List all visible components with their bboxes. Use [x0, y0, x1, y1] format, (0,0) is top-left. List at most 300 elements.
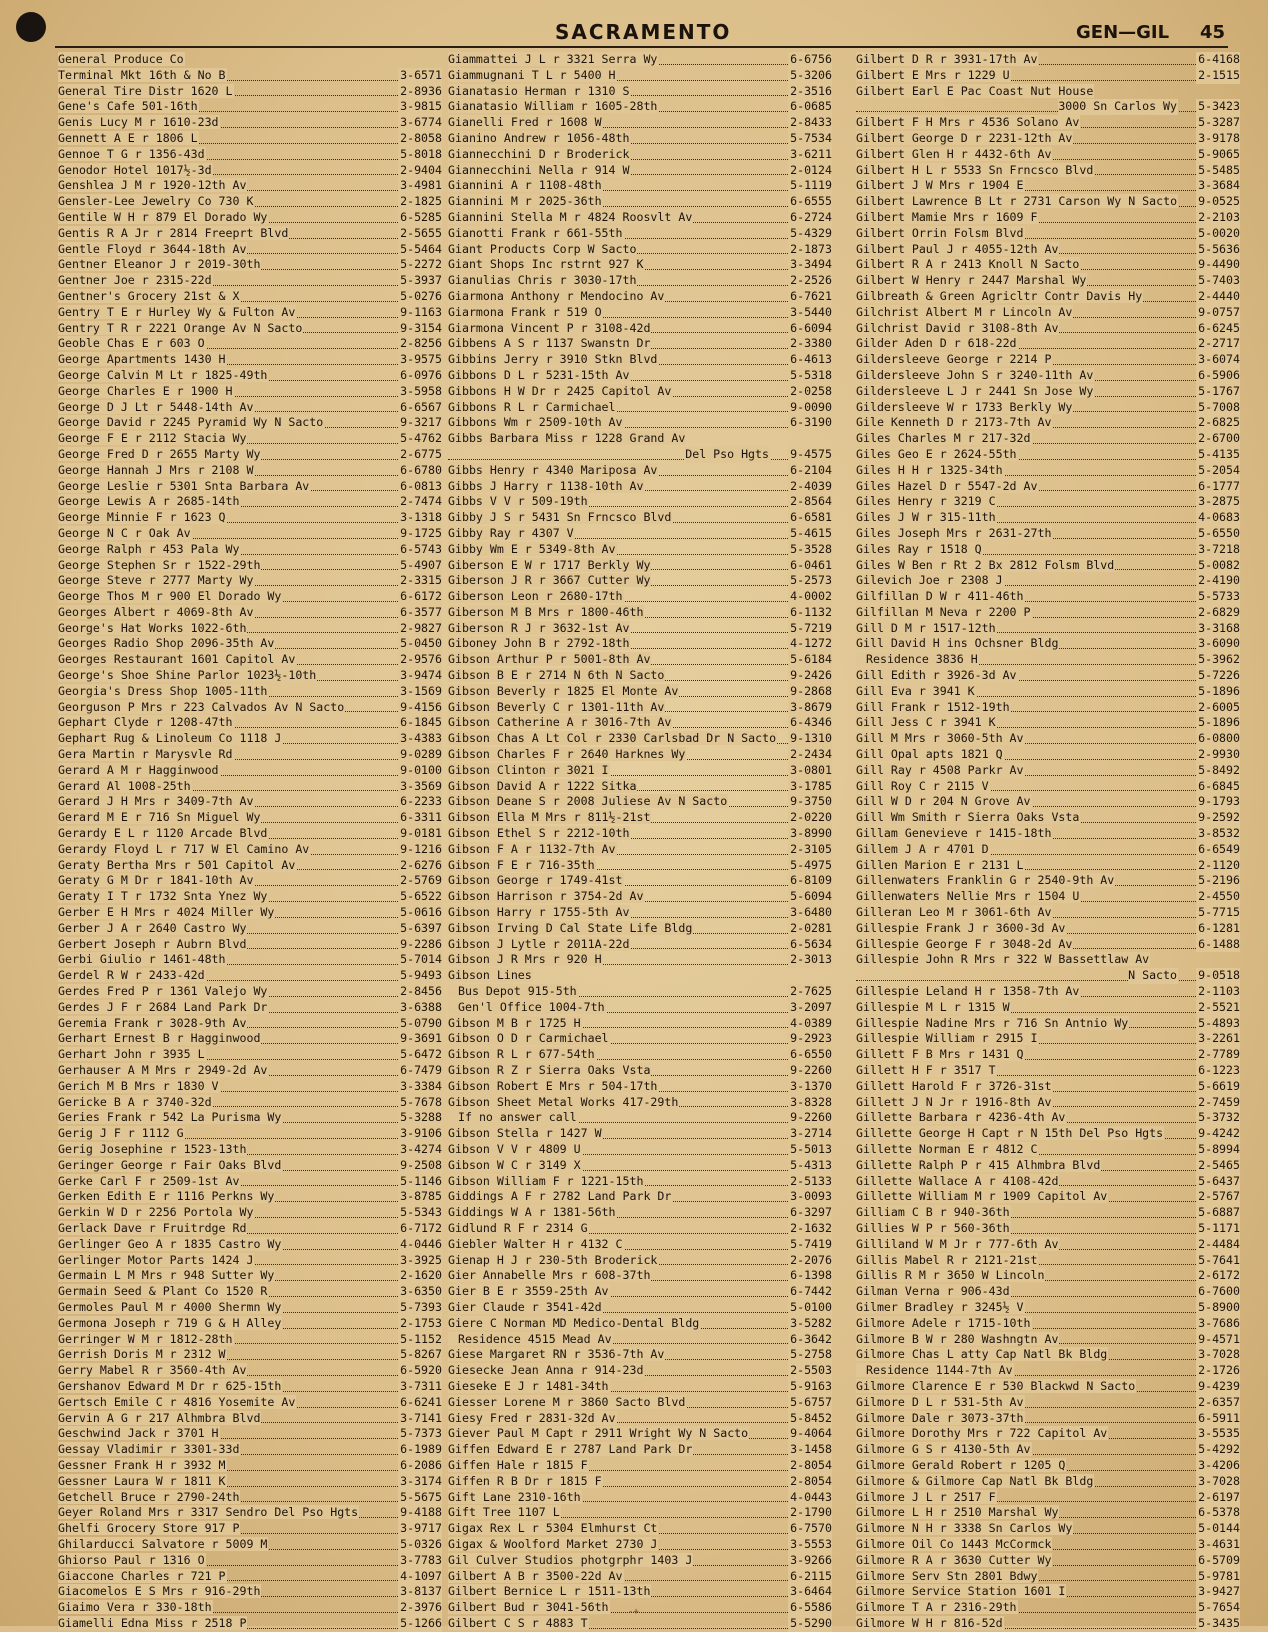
listing-name: Gibson J Lytle r 2011A-22d: [448, 936, 630, 951]
listing-entry: [58, 558, 442, 574]
listing-name: Gericke B A r 3740-32d: [58, 1094, 212, 1109]
phone-number: 5-9781: [1198, 1568, 1240, 1583]
listing-name: Gilbert Orrin Folsm Blvd: [856, 225, 1024, 240]
listing-name: Gerken Edith E r 1116 Perkns Wy: [58, 1189, 275, 1204]
phone-number: 5-3206: [790, 67, 832, 82]
phone-number: 9-4156: [400, 699, 442, 714]
phone-number: 9-3217: [400, 415, 442, 430]
listing-entry: [856, 1490, 1240, 1506]
listing-entry: [448, 321, 832, 337]
listing-entry: [856, 1158, 1240, 1174]
listing-entry: [448, 652, 832, 668]
listing-entry: [58, 984, 442, 1000]
dot-leader: [856, 111, 1240, 112]
listing-entry: [448, 1189, 832, 1205]
phone-number: 3-3569: [400, 778, 442, 793]
listing-entry: [58, 1110, 442, 1126]
listing-entry: [448, 305, 832, 321]
listing-name: Gill M Mrs r 3060-5th Av: [856, 731, 1024, 746]
listing-entry: [856, 779, 1240, 795]
listing-entry: [856, 52, 1240, 68]
listing-entry: [856, 115, 1240, 131]
phone-number: 5-3423: [1198, 99, 1240, 114]
listing-name: Gilbert W Henry r 2447 Marshal Wy: [856, 273, 1087, 288]
phone-number: 2-1515: [1198, 67, 1240, 82]
listing-name: Giberson R J r 3632-1st Av: [448, 620, 630, 635]
phone-number: 9-0100: [400, 762, 442, 777]
listing-name: Giere C Norman MD Medico-Dental Bldg: [448, 1315, 700, 1330]
listing-name: Gilbreath & Green Agricltr Contr Davis Hy: [856, 288, 1143, 303]
listing-entry: [856, 321, 1240, 337]
listing-entry: [448, 210, 832, 226]
phone-number: 6-8109: [790, 873, 832, 888]
phone-number: 2-9827: [400, 620, 442, 635]
listing-entry: [448, 163, 832, 179]
phone-number: 5-1152: [400, 1331, 442, 1346]
listing-entry: [448, 1237, 832, 1253]
listing-entry: [448, 1411, 832, 1427]
listing-name: Gibson Lines: [448, 968, 532, 983]
listing-name: Geringer George r Fair Oaks Blvd: [58, 1157, 282, 1172]
phone-number: 5-0082: [1198, 557, 1240, 572]
phone-number: 9-3691: [400, 1031, 442, 1046]
listing-name: Gibson Sheet Metal Works 417-29th: [448, 1094, 679, 1109]
listing-entry: [448, 1316, 832, 1332]
phone-number: 2-5655: [400, 225, 442, 240]
listing-entry: [58, 1537, 442, 1553]
listing-entry: [58, 1126, 442, 1142]
listing-name: Giannecchini D r Broderick: [448, 146, 630, 161]
listing-name: Giffen Hale r 1815 F: [448, 1457, 588, 1472]
listing-name: 3000 Sn Carlos Wy: [1058, 99, 1177, 114]
listing-name: Gibbons H W Dr r 2425 Capitol Av: [448, 383, 672, 398]
listing-name: Gervin A G r 217 Alhmbra Blvd: [58, 1410, 261, 1425]
phone-number: 9-1793: [1198, 794, 1240, 809]
listing-entry: [58, 273, 442, 289]
listing-name: Gerhart Ernest B r Hagginwood: [58, 1031, 261, 1046]
listing-entry: [58, 242, 442, 258]
listing-entry: [448, 1300, 832, 1316]
phone-number: 9-4571: [1198, 1331, 1240, 1346]
listing-name: Giammugnani T L r 5400 H: [448, 67, 616, 82]
listing-name: Gianatasio Herman r 1310 S: [448, 83, 630, 98]
phone-number: 6-0685: [790, 99, 832, 114]
phone-number: 9-4575: [790, 446, 832, 461]
phone-number: 9-0181: [400, 826, 442, 841]
phone-number: 5-2758: [790, 1347, 832, 1362]
listing-entry: [856, 636, 1240, 652]
listing-entry: [448, 1221, 832, 1237]
phone-number: 2-6700: [1198, 431, 1240, 446]
listing-name: Gerlack Dave r Fruitrdge Rd: [58, 1220, 247, 1235]
listing-entry: [58, 1616, 442, 1632]
listing-name: If no answer call: [448, 1110, 578, 1124]
phone-number: 6-6567: [400, 399, 442, 414]
listing-name: Gerber E H Mrs r 4024 Miller Wy: [58, 905, 275, 920]
listing-entry: [58, 668, 442, 684]
listing-name: Giebler Walter H r 4132 C: [448, 1236, 623, 1251]
phone-number: 5-7226: [1198, 668, 1240, 683]
phone-number: 5-4762: [400, 431, 442, 446]
listing-entry: [448, 226, 832, 242]
listing-name: Gertsch Emile C r 4816 Yosemite Av: [58, 1394, 296, 1409]
phone-number: 9-0090: [790, 399, 832, 414]
phone-number: 2-0124: [790, 162, 832, 177]
listing-entry: [448, 510, 832, 526]
listing-name: Gibson R Z r Sierra Oaks Vsta: [448, 1063, 651, 1077]
listing-entry: [856, 479, 1240, 495]
phone-number: 6-6245: [1198, 320, 1240, 335]
listing-entry: [856, 257, 1240, 273]
listing-name: Gillespie George F r 3048-2d Av: [856, 936, 1073, 951]
listing-name: Gerringer W M r 1812-28th: [58, 1331, 233, 1346]
listing-name: Giammattei J L r 3321 Serra Wy: [448, 52, 658, 66]
listing-name: Gerdes Fred P r 1361 Valejo Wy: [58, 984, 268, 999]
listing-entry: [856, 968, 1240, 984]
listing-name: Gibby Ray r 4307 V: [448, 525, 574, 540]
phone-number: 6-5586: [790, 1600, 832, 1615]
phone-number: 2-4039: [790, 478, 832, 493]
phone-number: 9-2260: [790, 1110, 832, 1125]
listing-entry: [58, 447, 442, 463]
phone-number: 5-6397: [400, 920, 442, 935]
phone-number: 2-1825: [400, 194, 442, 209]
phone-number: 2-3315: [400, 573, 442, 588]
phone-number: 3-7141: [400, 1410, 442, 1425]
listing-name: Giddings W A r 1381-56th: [448, 1205, 616, 1220]
listing-entry: [58, 1584, 442, 1600]
listing-name: Gerardy E L r 1120 Arcade Blvd: [58, 826, 268, 841]
listing-entry: [856, 1395, 1240, 1411]
listing-name: Gilbert Paul J r 4055-12th Av: [856, 241, 1059, 256]
listing-name: Gibson Arthur P r 5001-8th Av: [448, 652, 651, 667]
phone-number: 2-6197: [1198, 1489, 1240, 1504]
listing-name: Giberson Leon r 2680-17th: [448, 589, 623, 604]
phone-number: 3-3684: [1198, 178, 1240, 193]
phone-number: 5-4135: [1198, 446, 1240, 461]
phone-number: 5-6757: [790, 1394, 832, 1409]
listing-entry: [856, 1110, 1240, 1126]
phone-number: 2-1120: [1198, 857, 1240, 872]
listing-name: Gilmore Oil Co 1443 McCormck: [856, 1536, 1052, 1551]
phone-number: 6-3297: [790, 1205, 832, 1220]
listing-entry: [448, 147, 832, 163]
phone-number: 5-6522: [400, 889, 442, 904]
listing-entry: [856, 1584, 1240, 1600]
phone-number: 5-2272: [400, 257, 442, 272]
listing-heading: [58, 52, 442, 68]
listing-name: Geries Frank r 542 La Purisma Wy: [58, 1110, 282, 1125]
listing-entry: [856, 1347, 1240, 1363]
listing-name: Genis Lucy M r 1610-23d: [58, 115, 219, 130]
phone-number: 9-0757: [1198, 304, 1240, 319]
listing-entry: [448, 99, 832, 115]
phone-number: 6-1281: [1198, 920, 1240, 935]
listing-entry: [856, 731, 1240, 747]
listing-name: Gerig J F r 1112 G: [58, 1126, 184, 1141]
phone-number: 4-0443: [790, 1489, 832, 1504]
phone-number: 3-8990: [790, 826, 832, 841]
listing-entry: [58, 321, 442, 337]
listing-name: Gephart Rug & Linoleum Co 1118 J: [58, 731, 282, 746]
phone-number: 5-6094: [790, 889, 832, 904]
phone-number: 5-8994: [1198, 1141, 1240, 1156]
phone-number: 5-7008: [1198, 399, 1240, 414]
phone-number: 5-9493: [400, 968, 442, 983]
listing-entry: [58, 573, 442, 589]
listing-name: Gillis Mabel R r 2121-21st: [856, 1252, 1038, 1267]
phone-number: 5-7219: [790, 620, 832, 635]
listing-entry: [856, 526, 1240, 542]
listing-entry: [58, 858, 442, 874]
listing-name: Genshlea J M r 1920-12th Av: [58, 178, 247, 193]
listing-name: Gera Martin r Marysvle Rd: [58, 747, 233, 762]
listing-entry: [856, 889, 1240, 905]
phone-number: 2-7459: [1198, 1094, 1240, 1109]
listing-entry: [856, 558, 1240, 574]
listing-entry: [448, 1490, 832, 1506]
listing-entry: [856, 1031, 1240, 1047]
phone-number: 3-2261: [1198, 1031, 1240, 1046]
listing-name: Gillespie Nadine Mrs r 716 Sn Antnio Wy: [856, 1015, 1129, 1030]
listing-name: Gibson Deane S r 2008 Juliese Av N Sacto: [448, 794, 728, 809]
listing-name: Giannecchini Nella r 914 W: [448, 162, 630, 177]
phone-number: 6-1777: [1198, 478, 1240, 493]
phone-number: 9-3154: [400, 320, 442, 335]
phone-number: 3-6480: [790, 905, 832, 920]
phone-number: 2-4550: [1198, 889, 1240, 904]
column-3: [856, 52, 1240, 1632]
listing-entry: [58, 842, 442, 858]
listing-entry: [856, 873, 1240, 889]
listing-name: Gerard Al 1008-25th: [58, 778, 191, 793]
listing-entry: [58, 652, 442, 668]
phone-number: 6-3311: [400, 810, 442, 825]
listing-entry: [58, 1237, 442, 1253]
phone-number: 5-4615: [790, 525, 832, 540]
listing-name: Gillespie William r 2915 I: [856, 1031, 1038, 1046]
listing-entry: [856, 1332, 1240, 1348]
listing-name: Gilbert Bud r 3041-56th: [448, 1600, 609, 1615]
listing-name: Georges Restaurant 1601 Capitol Av: [58, 652, 296, 667]
listing-name: Gillette Wallace A r 4108-42d: [856, 1173, 1059, 1188]
listing-entry: [58, 1189, 442, 1205]
phone-number: 5-2196: [1198, 873, 1240, 888]
phone-number: 3-6464: [790, 1584, 832, 1599]
listing-entry: [448, 1347, 832, 1363]
phone-number: 6-5920: [400, 1363, 442, 1378]
listing-name: Gilmore Dale r 3073-37th: [856, 1410, 1024, 1425]
listing-entry: [58, 400, 442, 416]
phone-number: 5-0144: [1198, 1521, 1240, 1536]
listing-entry: [58, 921, 442, 937]
listing-entry: [856, 1442, 1240, 1458]
listing-name: Gilmore J L r 2517 F: [856, 1489, 996, 1504]
phone-number: 5-0276: [400, 288, 442, 303]
listing-entry: [448, 573, 832, 589]
phone-number: 9-4239: [1198, 1378, 1240, 1393]
listing-name: Gianatasio William r 1605-28th: [448, 99, 658, 114]
listing-entry: [856, 542, 1240, 558]
phone-number: 3-7686: [1198, 1315, 1240, 1330]
phone-number: 3-8328: [790, 1094, 832, 1109]
listing-name: Bus Depot 915-5th: [448, 984, 578, 998]
listing-name: Gilbert George D r 2231-12th Av: [856, 130, 1073, 145]
listing-name: Gilmore G S r 4130-5th Av: [856, 1442, 1031, 1457]
phone-number: 3-9474: [400, 668, 442, 683]
listing-entry: [58, 1332, 442, 1348]
listing-name: Gift Lane 2310-16th: [448, 1489, 581, 1504]
listing-name: Gerber J A r 2640 Castro Wy: [58, 920, 247, 935]
phone-number: 5-3937: [400, 273, 442, 288]
phone-number: 3-7028: [1198, 1473, 1240, 1488]
phone-number: 5-0616: [400, 905, 442, 920]
listing-entry: [448, 937, 832, 953]
listing-entry: [448, 1142, 832, 1158]
listing-entry: [58, 1363, 442, 1379]
phone-number: 6-4346: [790, 715, 832, 730]
phone-number: 5-7715: [1198, 905, 1240, 920]
phone-number: 3-7311: [400, 1378, 442, 1393]
listing-name: Gibson Clinton r 3021 I: [448, 762, 609, 777]
listing-name: Gill David H ins Ochsner Bldg: [856, 636, 1059, 651]
listing-entry: [58, 1316, 442, 1332]
listing-entry: [448, 131, 832, 147]
listing-entry: [448, 368, 832, 384]
listing-entry: [448, 715, 832, 731]
listing-name: Gensler-Lee Jewelry Co 730 K: [58, 194, 254, 209]
phone-number: 9-0525: [1198, 194, 1240, 209]
listing-name: Gerhart John r 3935 L: [58, 1047, 205, 1062]
listing-entry: [58, 1411, 442, 1427]
listing-entry: [58, 1553, 442, 1569]
listing-entry: [58, 510, 442, 526]
listing-name: Gentner Eleanor J r 2019-30th: [58, 257, 261, 272]
listing-entry: [856, 400, 1240, 416]
listing-name: Gibson Ella M Mrs r 811½-21st: [448, 810, 651, 825]
phone-number: 9-3750: [790, 794, 832, 809]
phone-number: 3-4206: [1198, 1457, 1240, 1472]
listing-entry: [448, 858, 832, 874]
listing-entry: [856, 1616, 1240, 1632]
listing-entry: [856, 226, 1240, 242]
listing-name: Giberson M B Mrs r 1800-46th: [448, 604, 644, 619]
phone-number: 4-1272: [790, 636, 832, 651]
listing-name: Giamelli Edna Miss r 2518 P: [58, 1615, 247, 1630]
listing-entry: [856, 810, 1240, 826]
listing-name: Gilmer Bradley r 3245½ V: [856, 1299, 1024, 1314]
phone-number: 2-5769: [400, 873, 442, 888]
listing-name: Gillespie John R Mrs r 322 W Bassettlaw Av: [856, 952, 1150, 967]
phone-number: 2-1726: [1198, 1363, 1240, 1378]
listing-name: Gerdel R W r 2433-42d: [58, 968, 205, 983]
listing-entry: [856, 1095, 1240, 1111]
listing-entry: [448, 984, 832, 1000]
listing-entry: [856, 1458, 1240, 1474]
listing-entry: [856, 384, 1240, 400]
listing-name: Gerardy Floyd L r 717 W El Camino Av: [58, 841, 310, 856]
phone-number: 5-5636: [1198, 241, 1240, 256]
listing-entry: [58, 1047, 442, 1063]
listing-name: Gildersleeve W r 1733 Berkly Wy: [856, 399, 1073, 414]
listing-heading: [856, 952, 1240, 968]
header-rule: [55, 46, 1228, 48]
listing-entry: [856, 1063, 1240, 1079]
listing-name: Gerkin W D r 2256 Portola Wy: [58, 1205, 254, 1220]
phone-number: 3-0801: [790, 762, 832, 777]
phone-number: 5-4907: [400, 557, 442, 572]
listing-entry: [58, 1284, 442, 1300]
listing-name: Gillett J N Jr r 1916-8th Av: [856, 1094, 1052, 1109]
phone-number: 2-6005: [1198, 699, 1240, 714]
phone-number: 9-2260: [790, 1063, 832, 1077]
listing-entry: [448, 1174, 832, 1190]
phone-number: 3-9717: [400, 1521, 442, 1536]
listing-entry: [448, 352, 832, 368]
listing-name: Gibson Beverly r 1825 El Monte Av: [448, 683, 679, 698]
phone-number: 3-9815: [400, 99, 442, 114]
phone-number: 5-7419: [790, 1236, 832, 1251]
phone-number: 3-4631: [1198, 1536, 1240, 1551]
listing-name: Gianotti Frank r 661-55th: [448, 225, 623, 240]
listing-entry: [58, 352, 442, 368]
phone-number: 3-7783: [400, 1552, 442, 1567]
listing-name: Gigax Rex L r 5304 Elmhurst Ct: [448, 1521, 658, 1536]
listing-name: George Thos M r 900 El Dorado Wy: [58, 589, 282, 604]
phone-number: 9-0289: [400, 747, 442, 762]
listing-name: Gessner Laura W r 1811 K: [58, 1473, 226, 1488]
phone-number: 5-3435: [1198, 1615, 1240, 1630]
listing-name: Gibson Irving D Cal State Life Bldg: [448, 920, 693, 935]
phone-number: 2-2717: [1198, 336, 1240, 351]
listing-entry: [856, 352, 1240, 368]
listing-entry: [448, 479, 832, 495]
listing-entry: [58, 763, 442, 779]
listing-entry: [856, 858, 1240, 874]
listing-name: Germain L M Mrs r 948 Sutter Wy: [58, 1268, 275, 1283]
listing-name: Gill Ray r 4508 Parkr Av: [856, 762, 1024, 777]
listing-name: Genodor Hotel 1017½-3d: [58, 162, 212, 177]
listing-name: George's Shoe Shine Parlor 1023½-10th: [58, 668, 317, 683]
listing-entry: [856, 1205, 1240, 1221]
listing-name: Gilmore Dorothy Mrs r 722 Capitol Av: [856, 1426, 1108, 1441]
listing-entry: [856, 1237, 1240, 1253]
listing-name: Gillem J A r 4701 D: [856, 841, 989, 856]
listing-name: Gerlinger Motor Parts 1424 J: [58, 1252, 254, 1267]
listing-entry: [856, 1142, 1240, 1158]
phone-number: 5-8452: [790, 1410, 832, 1425]
phone-number: 2-9404: [400, 162, 442, 177]
listing-name: Gibby Wm E r 5349-8th Av: [448, 541, 616, 556]
phone-number: 6-1398: [790, 1268, 832, 1283]
listing-entry: [448, 1537, 832, 1553]
listing-name: Gillett H F r 3517 T: [856, 1063, 996, 1077]
listing-name: Gienap H J r 230-5th Broderick: [448, 1252, 658, 1267]
listing-entry: [58, 1379, 442, 1395]
phone-number: 5-8900: [1198, 1299, 1240, 1314]
phone-number: 3-4981: [400, 178, 442, 193]
listing-name: George Ralph r 453 Pala Wy: [58, 541, 240, 556]
city-title: SACRAMENTO: [555, 20, 732, 44]
listing-entry: [448, 1205, 832, 1221]
listing-entry: [448, 1426, 832, 1442]
phone-number: 2-3976: [400, 1600, 442, 1615]
listing-name: Gilbert A B r 3500-22d Av: [448, 1568, 623, 1583]
listing-name: Geraty I T r 1732 Snta Ynez Wy: [58, 889, 268, 904]
phone-number: 6-5634: [790, 936, 832, 951]
listing-entry: [58, 226, 442, 242]
listing-name: George D J Lt r 5448-14th Av: [58, 399, 254, 414]
